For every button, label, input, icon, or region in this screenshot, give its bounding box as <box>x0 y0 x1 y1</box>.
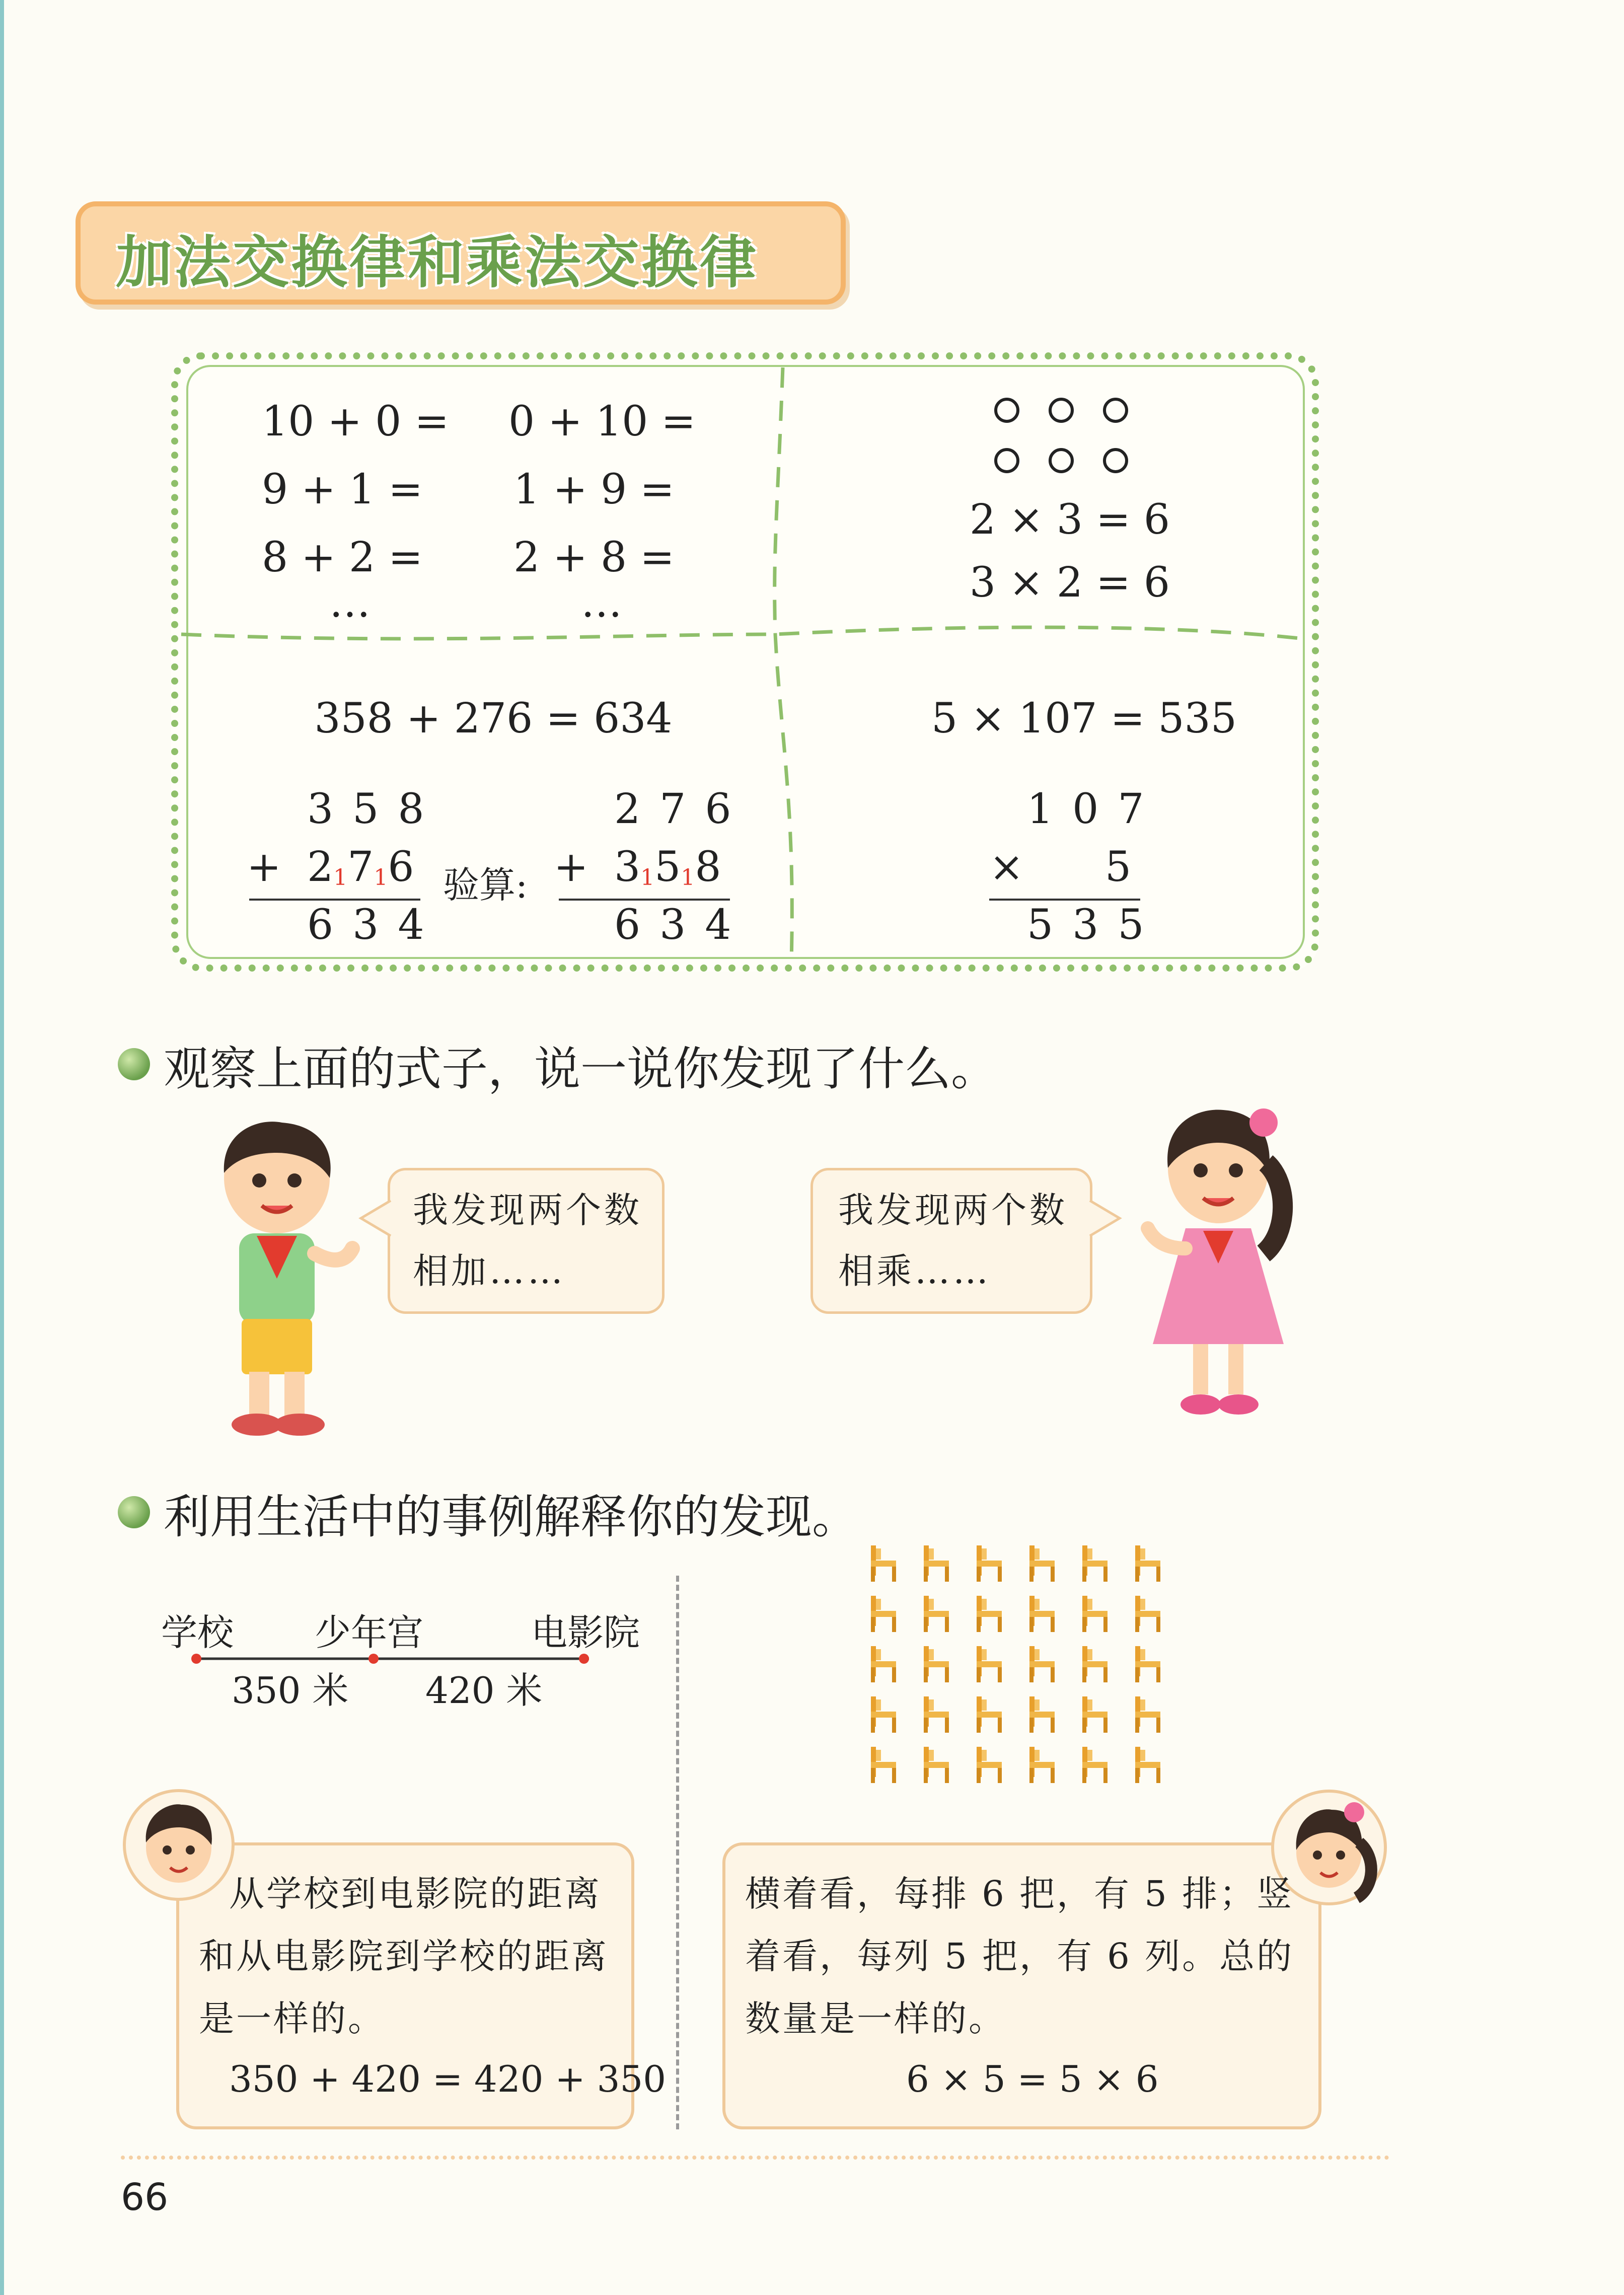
add-left-3: 8 + 2 = <box>262 534 423 581</box>
mult-equation-1: 2 × 3 = 6 <box>969 496 1170 544</box>
vadd1-op: + <box>247 843 281 891</box>
circle-row-1 <box>994 398 1157 425</box>
girl-bubble-line-2: 相乘…… <box>838 1250 991 1292</box>
boy-note-line-3: 是一样的。 <box>199 1998 385 2039</box>
vadd1-digit: 2 <box>307 843 334 891</box>
girl-note-line-3: 数量是一样的。 <box>745 1998 1006 2039</box>
vadd2-digit: 8 <box>695 843 721 891</box>
girl-note-line-1: 横着看，每排 6 把，有 5 排；竖 <box>745 1873 1294 1914</box>
vadd2-bottom <box>614 843 721 891</box>
check-label: 验算: <box>443 864 528 906</box>
boy-note-line-1: 从学校到电影院的距离 <box>229 1873 602 1914</box>
vadd1-digit: 7 <box>347 843 374 891</box>
bullet-icon <box>118 1048 150 1080</box>
vadd1-line <box>249 899 420 901</box>
sum-equation: 358 + 276 = 634 <box>314 695 673 743</box>
chairs-grid <box>866 1545 1188 1807</box>
vadd1-bottom <box>307 843 414 891</box>
prompt-explain: 利用生活中的事例解释你的发现。 <box>164 1490 859 1544</box>
add-right-ellipsis: … <box>581 579 622 627</box>
page-title: 加法交换律和乘法交换律 <box>116 230 758 295</box>
boy-bubble-tail <box>358 1198 394 1238</box>
add-left-1: 10 + 0 = <box>262 398 450 446</box>
carry-mark: 1 <box>681 865 695 891</box>
girl-bubble-tail <box>1087 1198 1123 1238</box>
vadd1-digit: 6 <box>388 843 414 891</box>
circle-row-2 <box>994 448 1157 475</box>
add-right-2: 1 + 9 = <box>513 466 675 513</box>
place-school: 学校 <box>161 1611 234 1654</box>
product-equation: 5 × 107 = 535 <box>931 695 1237 743</box>
girl-bubble-line-1: 我发现两个数 <box>838 1190 1068 1231</box>
distance-2: 420 米 <box>425 1669 543 1712</box>
place-cinema: 电影院 <box>531 1611 640 1654</box>
boy-bubble-line-1: 我发现两个数 <box>413 1190 642 1231</box>
carry-mark: 1 <box>333 865 348 891</box>
vadd2-top: 276 <box>614 785 751 833</box>
vadd2-result: 634 <box>614 901 751 949</box>
girl-note-line-2: 着看，每列 5 把，有 6 列。总的 <box>745 1936 1294 1977</box>
add-left-2: 9 + 1 = <box>262 466 423 513</box>
page-number: 66 <box>121 2176 169 2219</box>
vadd2-digit: 3 <box>614 843 641 891</box>
place-youth-palace: 少年宫 <box>315 1611 424 1654</box>
vmult-op: × <box>989 843 1024 891</box>
vadd1-top: 358 <box>307 785 444 833</box>
boy-note-line-2: 和从电影院到学校的距离 <box>199 1936 609 1977</box>
boy-note-equation: 350 + 420 = 420 + 350 <box>229 2058 667 2100</box>
vadd2-digit: 5 <box>654 843 681 891</box>
distance-1: 350 米 <box>232 1669 349 1712</box>
vmult-line <box>989 899 1140 901</box>
vmult-bottom: 5 <box>1105 843 1151 891</box>
boy-avatar <box>121 1787 237 1903</box>
footer-divider <box>121 2156 1389 2160</box>
add-left-ellipsis: … <box>329 579 371 627</box>
carry-mark: 1 <box>374 865 388 891</box>
girl-illustration <box>1138 1102 1304 1425</box>
vadd1-result: 634 <box>307 901 444 949</box>
boy-illustration <box>201 1118 362 1440</box>
vadd2-op: + <box>554 843 588 891</box>
vmult-result: 535 <box>1027 901 1163 949</box>
page-edge <box>0 0 4 2295</box>
vmult-top: 107 <box>1027 785 1163 833</box>
mult-equation-2: 3 × 2 = 6 <box>969 559 1170 607</box>
bullet-icon <box>118 1496 150 1528</box>
section-divider <box>676 1576 679 2129</box>
carry-mark: 1 <box>640 865 655 891</box>
prompt-observe: 观察上面的式子，说一说你发现了什么。 <box>164 1042 998 1096</box>
add-right-1: 0 + 10 = <box>508 398 696 446</box>
girl-note-equation: 6 × 5 = 5 × 6 <box>906 2058 1159 2100</box>
vadd2-line <box>559 899 730 901</box>
boy-bubble-line-2: 相加…… <box>413 1250 566 1292</box>
add-right-3: 2 + 8 = <box>513 534 675 581</box>
